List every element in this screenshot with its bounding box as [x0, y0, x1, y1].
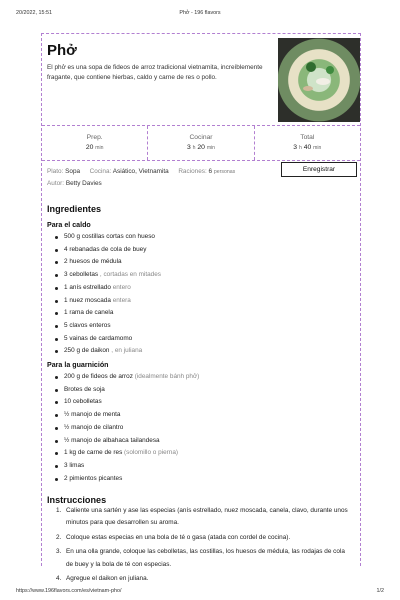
cook-minutes: 20	[197, 144, 205, 151]
ingredient-item	[47, 231, 347, 244]
instruction-step	[47, 546, 352, 571]
author-row	[47, 180, 283, 187]
ingredient-item	[47, 371, 347, 384]
ingredient-item	[47, 447, 347, 460]
step-text: Agregue el daikon en juliana.	[66, 575, 149, 583]
total-minutes: 40	[303, 144, 312, 151]
print-datetime: 20/2022, 15:51	[16, 10, 52, 16]
recipe-card	[41, 33, 361, 583]
course-value: Sopa	[65, 168, 81, 175]
ingredient-item	[47, 307, 347, 320]
print-url: https://www.196flavors.com/es/vietnam-pho/	[16, 588, 122, 594]
broth-section-heading: Para el caldo	[47, 221, 91, 229]
prep-time-label: Prep.	[86, 134, 103, 141]
prep-time-value	[42, 144, 147, 151]
ingredient-item	[47, 269, 347, 282]
author-value: Betty Davies	[65, 180, 102, 187]
ingredient-item	[47, 422, 347, 435]
ingredient-text: 3 cebolletas	[64, 271, 99, 279]
cook-minutes-unit: min	[206, 145, 216, 151]
ingredient-text: 5 clavos enteros	[64, 321, 111, 329]
garnish-ingredient-list	[47, 371, 347, 485]
total-time-label: Total	[300, 134, 315, 141]
total-minutes-unit: min	[313, 145, 322, 151]
print-header	[0, 0, 400, 26]
prep-time	[42, 126, 148, 160]
recipe-header	[42, 34, 360, 126]
instructions-heading: Instrucciones	[47, 495, 107, 505]
garnish-section-heading: Para la guarnición	[47, 361, 109, 369]
servings-unit: personas	[213, 169, 236, 175]
total-time-value	[255, 144, 360, 151]
ingredient-text: 10 cebolletas	[64, 398, 102, 406]
ingredient-text: 2 pimientos picantes	[64, 474, 123, 482]
ingredient-item	[47, 460, 347, 473]
recipe-times	[42, 125, 360, 161]
ingredient-text: 1 nuez moscada	[64, 296, 111, 304]
instruction-step	[47, 505, 352, 530]
noodle-piece	[316, 78, 330, 85]
ingredient-text: ½ manojo de albahaca tailandesa	[64, 436, 160, 444]
ingredient-text: 3 limas	[64, 461, 85, 469]
instruction-steps	[47, 505, 352, 587]
save-recipe-button[interactable]: Enregistrar	[281, 162, 357, 177]
broth-ingredient-list	[47, 231, 347, 358]
step-number: 3.	[56, 548, 62, 556]
servings-value: 6	[208, 168, 213, 175]
course-label: Plato:	[47, 168, 64, 175]
ingredients-heading: Ingredientes	[47, 204, 102, 214]
herb-leaf	[306, 62, 316, 72]
recipe-description: El phở es una sopa de fideos de arroz tradicional vietnamita, increíblemente fragante, que contiene hierbas, caldo y carne de res o pollo.	[47, 64, 263, 81]
ingredient-text: 5 vainas de cardamomo	[64, 334, 133, 342]
total-time	[255, 126, 360, 160]
ingredient-text: 250 g de daikon	[64, 347, 110, 355]
print-footer	[0, 580, 400, 600]
step-text: Caliente una sartén y ase las especias (anís estrellado, nuez moscada, canela, clavo, durante unos minutos para que desarrollen su aroma.	[66, 507, 348, 527]
ingredient-item	[47, 282, 347, 295]
ingredient-text: 200 g de fideos de arroz	[64, 373, 133, 380]
ingredient-note: (solomillo o pierna)	[124, 449, 179, 457]
ingredient-text: 1 anís estrellado	[64, 283, 111, 291]
ingredient-item	[47, 409, 347, 422]
ingredient-text: Brotes de soja	[64, 385, 105, 393]
recipe-meta-row	[47, 168, 283, 175]
recipe-title: Phở	[47, 42, 77, 59]
step-text: En una olla grande, coloque las cebolletas, las costillas, los huesos de médula, las rodajas de cola de buey y la bola de té con especias.	[66, 548, 345, 568]
ingredient-item	[47, 295, 347, 308]
ingredient-item	[47, 244, 347, 257]
ingredient-item	[47, 384, 347, 397]
cook-hours-unit: h	[192, 145, 196, 151]
ingredient-note: entero	[112, 283, 131, 291]
prep-minutes-unit: min	[95, 145, 104, 151]
ingredient-text: 1 kg de carne de res	[64, 449, 123, 457]
print-page-indicator: 1/2	[376, 588, 384, 594]
cook-time	[148, 126, 254, 160]
ingredient-item	[47, 256, 347, 269]
step-number: 2.	[56, 533, 62, 541]
cuisine-label: Cocina:	[89, 168, 112, 175]
prep-minutes: 20	[85, 144, 94, 151]
herb-leaf	[326, 66, 334, 74]
ingredient-text: 1 rama de canela	[64, 309, 114, 317]
ingredient-text: ½ manojo de menta	[64, 411, 121, 419]
ingredient-text: 500 g costillas cortas con hueso	[64, 233, 155, 240]
ingredient-note: entera	[112, 296, 131, 304]
total-hours: 3	[293, 144, 298, 151]
ingredient-item	[47, 435, 347, 448]
cuisine-value: Asiático, Vietnamita	[112, 168, 169, 175]
instruction-step	[47, 532, 352, 544]
beef-slice	[303, 86, 313, 91]
ingredient-item	[47, 320, 347, 333]
total-hours-unit: h	[298, 145, 302, 151]
ingredient-item	[47, 345, 347, 358]
ingredient-item	[47, 473, 347, 486]
cook-hours: 3	[186, 144, 191, 151]
cook-time-value	[148, 144, 253, 151]
author-label: Autor:	[47, 180, 65, 187]
servings-label: Raciones:	[178, 168, 207, 175]
print-page-title: Phở - 196 flavors	[179, 10, 221, 16]
recipe-photo	[278, 38, 360, 122]
ingredient-item	[47, 333, 347, 346]
step-number: 1.	[56, 507, 62, 514]
ingredient-text: 2 huesos de médula	[64, 258, 122, 266]
step-number: 4.	[56, 575, 62, 583]
cook-time-label: Cocinar	[189, 134, 213, 141]
ingredient-note: , cortadas en mitades	[99, 271, 161, 279]
ingredient-note: (idealmente bánh phở)	[134, 373, 200, 380]
ingredient-item	[47, 396, 347, 409]
ingredient-note: , en juliana	[111, 347, 143, 355]
step-text: Coloque estas especias en una bola de té o gasa (atada con cordel de cocina).	[66, 533, 291, 541]
recipe-meta	[47, 168, 283, 192]
ingredient-text: 4 rebanadas de cola de buey	[64, 245, 147, 253]
ingredient-text: ½ manojo de cilantro	[64, 423, 124, 431]
